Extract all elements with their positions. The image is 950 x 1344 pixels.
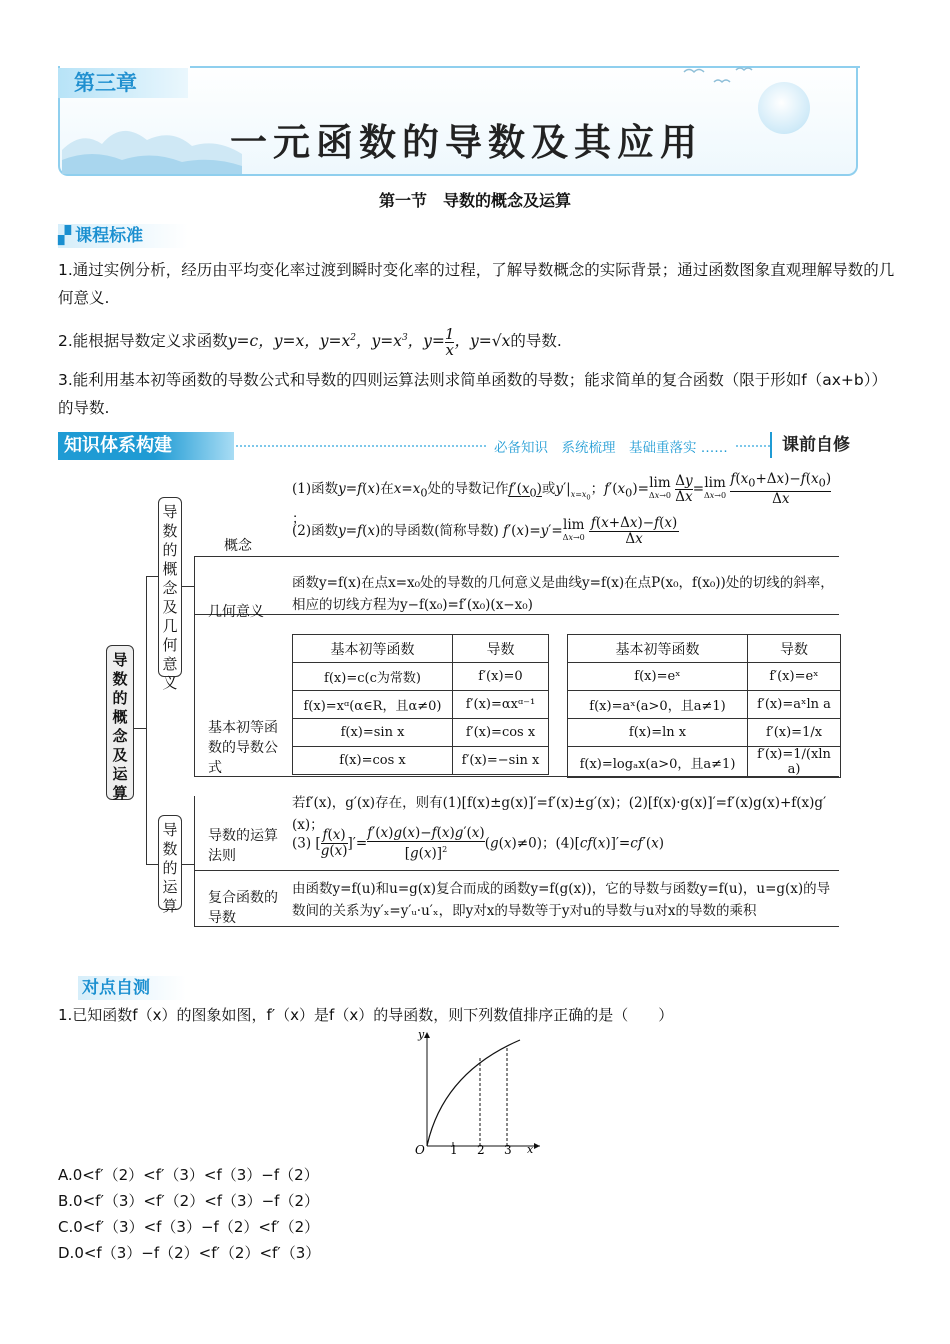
composite-divider xyxy=(194,926,839,927)
table-cell: f(x)=ln x xyxy=(568,719,748,747)
curve xyxy=(427,1040,520,1146)
standard-item-3: 3.能利用基本初等函数的导数公式和导数的四则运算法则求简单函数的导数；能求简单的复合函数（限于形如f（ax+b））的导数. xyxy=(58,371,887,417)
standard-item-2-tail: 的导数. xyxy=(510,332,562,351)
birds-icon xyxy=(680,62,760,92)
section-title: 第一节 导数的概念及运算 xyxy=(378,191,571,210)
connector xyxy=(194,556,195,614)
table-cell: f′(x)=aˣln a xyxy=(748,691,841,719)
standard-item-2-formulas: y=c，y=x，$y=x^2$，$y=x^3$，y= $\frac{1}{x}$ ，y=√x xyxy=(227,324,511,359)
concept-definition-2: (2)函数y=f(x)的导函数(简称导数) f′(x)=y′=lim Δx→0 $\frac{f(x+\Delta x)-f(x)}{\Delta x}$ xyxy=(292,515,678,547)
geometry-label: 几何意义 xyxy=(208,604,264,620)
table-cell: f′(x)=cos x xyxy=(453,719,549,747)
table-cell: f(x)=eˣ xyxy=(568,663,748,691)
formula-label: 基本初等函数的导数公式 xyxy=(208,720,278,776)
derivative-table-right xyxy=(567,634,841,778)
table-cell: f′(x)=−sin x xyxy=(453,747,549,775)
table-cell: f(x)=xᵅ(α∈R，且α≠0) xyxy=(293,691,453,719)
option-c[interactable]: C.0<f′（3）<f（3）−f（2）<f′（2） xyxy=(58,1218,320,1236)
connector xyxy=(194,796,195,926)
table-header: 导数 xyxy=(453,635,549,663)
chapter-title: 一元函数的导数及其应用 xyxy=(230,120,703,164)
root-node xyxy=(106,645,134,800)
table-cell: f(x)=aˣ(a>0，且a≠1) xyxy=(568,691,748,719)
sun-icon xyxy=(758,82,810,134)
knowledge-badge: 知识体系构建 xyxy=(58,432,234,460)
rules-divider xyxy=(194,870,839,871)
tick-label-2: 2 xyxy=(477,1143,485,1156)
y-axis-label: y xyxy=(418,1028,425,1041)
geometry-line-1: 函数y=f(x)在点x=x₀处的导数的几何意义是曲线y=f(x)在点P(x₀，f(x₀))处的切线的斜率， xyxy=(292,575,834,591)
standard-item-2 xyxy=(58,320,898,360)
quiz-tag: 对点自测 xyxy=(78,976,186,1000)
connector xyxy=(194,612,195,777)
standard-item-1: 1.通过实例分析，经历由平均变化率过渡到瞬时变化率的过程，了解导数概念的实际背景；通过函数图象直观理解导数的几何意义. xyxy=(58,261,895,307)
connector xyxy=(182,586,194,587)
branch-concept-label: 导数的概念及几何意义 xyxy=(162,503,178,692)
composite-definition xyxy=(292,878,847,922)
table-cell: f′(x)=1/(xln a) xyxy=(748,747,841,778)
knowledge-header xyxy=(58,432,858,460)
geometry-line-2: 相应的切线方程为y−f(x₀)=f′(x₀)(x−x₀) xyxy=(292,597,533,613)
connector xyxy=(146,576,158,577)
table-cell: f′(x)=eˣ xyxy=(748,663,841,691)
root-node-label: 导数的概念及运算 xyxy=(112,651,128,802)
tick-label-3: 3 xyxy=(504,1143,512,1156)
standards-tag-label: 课程标准 xyxy=(75,226,144,246)
mountain-illustration xyxy=(62,110,242,174)
option-a[interactable]: A.0<f′（2）<f′（3）<f（3）−f（2） xyxy=(58,1166,319,1184)
rules-label: 导数的运算法则 xyxy=(208,828,278,864)
table-header: 基本初等函数 xyxy=(293,635,453,663)
geometry-definition xyxy=(292,572,847,616)
knowledge-links: 必备知识 系统梳理 基础重落实 …… xyxy=(488,436,734,456)
concept-definition-1: (1)函数y=f(x)在$x=x_0$处的导数记作$f'(x_0)$或$y'|_{x=x_0}$；$f'(x_0)=\lim$ Δx→0 $\frac{\Delta y}{\Delta x}$ =lim Δx→0 $\frac{f(x_0+\Delta x)-f(x_0)}{\Delta x}$ ； xyxy=(292,471,832,528)
y-axis-arrow xyxy=(424,1032,430,1038)
x-axis-arrow xyxy=(534,1143,540,1149)
origin-label: O xyxy=(415,1143,425,1156)
standards-tag xyxy=(58,224,188,248)
rules-line-1: 若f′(x)，g′(x)存在，则有(1)[f(x)±g(x)]′=f′(x)±g′(x)；(2)[f(x)·g(x)]′=f′(x)g(x)+f(x)g′(x)； xyxy=(292,795,827,833)
table-cell: f′(x)=0 xyxy=(453,663,549,691)
table-cell: f(x)=cos x xyxy=(293,747,453,775)
standard-item-2-text: 2.能根据导数定义求函数 xyxy=(58,332,228,351)
option-b[interactable]: B.0<f′（3）<f′（2）<f（3）−f（2） xyxy=(58,1192,319,1210)
table-cell: f′(x)=αxᵅ⁻¹ xyxy=(453,691,549,719)
composite-line-2: 数间的关系为y′ₓ=y′ᵤ·u′ₓ，即y对x的导数等于y对u的导数与u对x的导数的乘积 xyxy=(292,903,757,919)
function-graph xyxy=(405,1028,545,1156)
concept-divider xyxy=(194,556,839,557)
x-axis-label: x xyxy=(527,1143,534,1156)
self-study-label: 课前自修 xyxy=(770,432,850,458)
slash-icon: ▞ xyxy=(58,226,72,246)
table-cell: f′(x)=1/x xyxy=(748,719,841,747)
composite-line-1: 由函数y=f(u)和u=g(x)复合而成的函数y=f(g(x))，它的导数与函数y=f(u)，u=g(x)的导 xyxy=(292,881,831,897)
composite-label: 复合函数的导数 xyxy=(208,890,278,926)
concept-label: 概念 xyxy=(224,538,252,554)
connector xyxy=(146,576,147,864)
chapter-tag: 第三章 xyxy=(58,68,188,98)
derivative-table-left xyxy=(292,634,549,775)
tick-label-1: 1 xyxy=(450,1143,458,1156)
connector xyxy=(134,728,146,729)
option-d[interactable]: D.0<f（3）−f（2）<f′（2）<f′（3） xyxy=(58,1244,321,1262)
table-cell: f(x)=sin x xyxy=(293,719,453,747)
quiz-question: 1.已知函数f（x）的图象如图，f′（x）是f（x）的导函数，则下列数值排序正确的是（ ） xyxy=(58,1006,674,1024)
table-header: 导数 xyxy=(748,635,841,663)
connector xyxy=(182,864,194,865)
table-cell: f(x)=c(c为常数) xyxy=(293,663,453,691)
connector xyxy=(146,864,158,865)
branch-operation-node xyxy=(158,815,182,915)
branch-concept-node xyxy=(158,497,182,692)
table-cell: f(x)=logₐx(a>0，且a≠1) xyxy=(568,747,748,778)
branch-operation-label: 导数的运算 xyxy=(162,821,178,915)
rules-line-2: (3) [ $\frac{f(x)}{g(x)}$ ]′= $\frac{f'(x)g(x)-f(x)g'(x)}{[g(x)]^2}$ (g(x)≠0)；(4)[cf(x)]′=cf′(x) xyxy=(292,825,665,862)
table-header: 基本初等函数 xyxy=(568,635,748,663)
